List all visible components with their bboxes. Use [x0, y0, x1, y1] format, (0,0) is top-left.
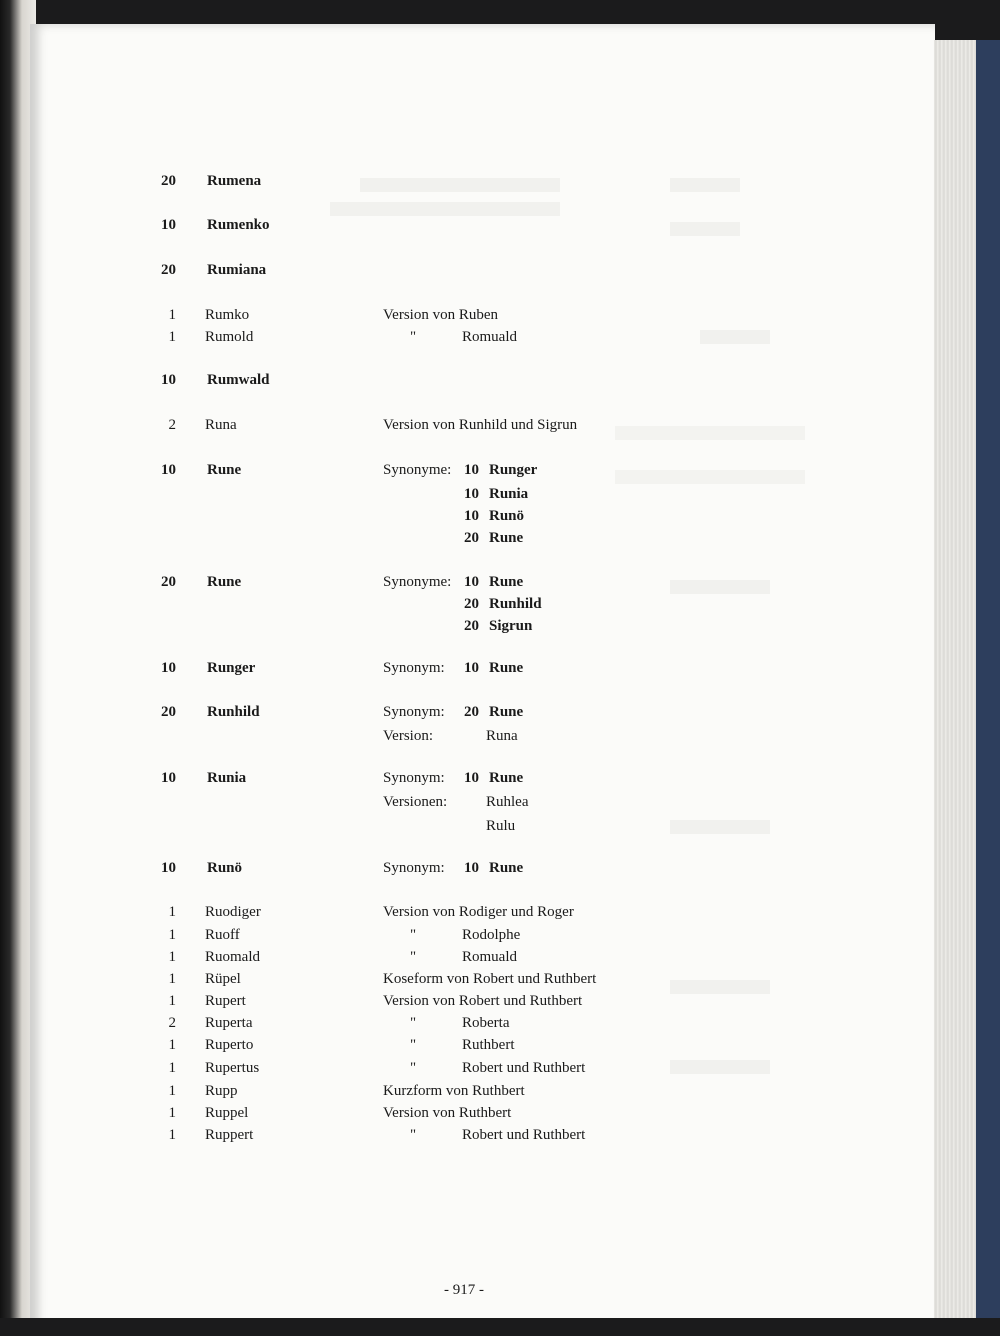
frequency-number: 1: [168, 1037, 176, 1053]
given-name: Runhild: [207, 704, 260, 720]
relation-label: Version:: [383, 728, 433, 744]
synonym-number: 20: [464, 618, 479, 634]
synonym-name: Rune: [489, 860, 524, 876]
entry-row: [0, 1127, 900, 1149]
entry-row: [0, 307, 900, 329]
entry-row: [0, 1015, 900, 1037]
frequency-number: 1: [168, 1083, 176, 1099]
entry-description: Robert und Ruthbert: [462, 1127, 586, 1143]
frequency-number: 10: [161, 462, 176, 478]
given-name: Rumiana: [207, 262, 267, 278]
relation-label: Versionen:: [383, 794, 448, 810]
given-name: Rune: [207, 574, 242, 590]
frequency-number: 2: [168, 417, 176, 433]
synonym-name: Runger: [489, 462, 538, 478]
entry-row: [0, 993, 900, 1015]
entry-row: [0, 704, 900, 726]
entry-row: [0, 770, 900, 792]
frequency-number: 1: [168, 904, 176, 920]
ditto-mark: ": [410, 1060, 417, 1076]
frequency-number: 1: [168, 1127, 176, 1143]
ditto-mark: ": [410, 1037, 417, 1053]
entry-row: [0, 728, 900, 750]
entry-description: Version von Runhild und Sigrun: [383, 417, 578, 433]
synonym-name: Runö: [489, 508, 525, 524]
entry-row: [0, 860, 900, 882]
entry-description: Robert und Ruthbert: [462, 1060, 586, 1076]
entry-row: [0, 818, 900, 840]
given-name: Rumenko: [207, 217, 270, 233]
given-name: Runö: [207, 860, 243, 876]
given-name: Ruomald: [205, 949, 260, 965]
frequency-number: 10: [161, 660, 176, 676]
entry-description: Romuald: [462, 949, 517, 965]
relation-label: Synonym:: [383, 860, 445, 876]
given-name: Rumwald: [207, 372, 270, 388]
frequency-number: 10: [161, 372, 176, 388]
entry-row: [0, 596, 900, 618]
frequency-number: 20: [161, 262, 176, 278]
synonym-name: Rune: [489, 704, 524, 720]
frequency-number: 1: [168, 927, 176, 943]
entry-row: [0, 971, 900, 993]
entry-row: [0, 1060, 900, 1082]
entry-row: [0, 1037, 900, 1059]
variant-name: Rulu: [486, 818, 516, 834]
given-name: Rumold: [205, 329, 254, 345]
given-name: Rupert: [205, 993, 246, 1009]
entry-row: [0, 618, 900, 640]
given-name: Rupp: [205, 1083, 238, 1099]
entry-row: [0, 462, 900, 484]
entry-description: Koseform von Robert und Ruthbert: [383, 971, 597, 987]
synonym-name: Rune: [489, 574, 524, 590]
frequency-number: 1: [168, 307, 176, 323]
entry-description: Ruthbert: [462, 1037, 515, 1053]
entry-row: [0, 660, 900, 682]
variant-name: Ruhlea: [486, 794, 529, 810]
entry-row: [0, 173, 900, 195]
synonym-number: 10: [464, 574, 479, 590]
page-edges: [934, 40, 976, 1318]
frequency-number: 2: [168, 1015, 176, 1031]
synonym-name: Sigrun: [489, 618, 533, 634]
given-name: Ruppel: [205, 1105, 249, 1121]
frequency-number: 20: [161, 574, 176, 590]
synonym-number: 10: [464, 508, 479, 524]
entry-description: Version von Rodiger und Roger: [383, 904, 574, 920]
frequency-number: 10: [161, 217, 176, 233]
entry-description: Version von Robert und Ruthbert: [383, 993, 583, 1009]
given-name: Ruperta: [205, 1015, 253, 1031]
synonym-name: Runhild: [489, 596, 542, 612]
entry-row: [0, 417, 900, 439]
ditto-mark: ": [410, 329, 417, 345]
given-name: Ruoff: [205, 927, 240, 943]
synonym-name: Rune: [489, 530, 524, 546]
synonym-name: Rune: [489, 660, 524, 676]
entry-row: [0, 904, 900, 926]
entry-row: [0, 217, 900, 239]
frequency-number: 1: [168, 329, 176, 345]
frequency-number: 1: [168, 971, 176, 987]
entry-description: Version von Ruthbert: [383, 1105, 512, 1121]
entry-row: [0, 1083, 900, 1105]
background: [0, 1318, 1000, 1336]
synonym-number: 20: [464, 596, 479, 612]
entry-row: [0, 508, 900, 530]
entry-description: Kurzform von Ruthbert: [383, 1083, 525, 1099]
given-name: Rumko: [205, 307, 250, 323]
ditto-mark: ": [410, 949, 417, 965]
frequency-number: 1: [168, 1105, 176, 1121]
entry-description: Roberta: [462, 1015, 510, 1031]
relation-label: Synonyme:: [383, 462, 452, 478]
show-through: [330, 202, 560, 216]
entry-row: [0, 329, 900, 351]
entry-row: [0, 927, 900, 949]
synonym-name: Runia: [489, 486, 529, 502]
given-name: Rüpel: [205, 971, 241, 987]
given-name: Rupertus: [205, 1060, 260, 1076]
entry-description: Rodolphe: [462, 927, 521, 943]
book-cover: [976, 40, 1000, 1320]
frequency-number: 1: [168, 993, 176, 1009]
synonym-number: 10: [464, 486, 479, 502]
frequency-number: 1: [168, 949, 176, 965]
frequency-number: 20: [161, 173, 176, 189]
synonym-number: 20: [464, 530, 479, 546]
synonym-number: 20: [464, 704, 479, 720]
page-number: - 917 -: [444, 1282, 484, 1298]
frequency-number: 10: [161, 770, 176, 786]
given-name: Ruppert: [205, 1127, 254, 1143]
given-name: Runa: [205, 417, 237, 433]
relation-label: Synonym:: [383, 704, 445, 720]
entry-row: [0, 372, 900, 394]
entry-row: [0, 574, 900, 596]
entry-description: Romuald: [462, 329, 517, 345]
given-name: Runger: [207, 660, 256, 676]
synonym-name: Rune: [489, 770, 524, 786]
ditto-mark: ": [410, 1015, 417, 1031]
entry-row: [0, 1105, 900, 1127]
entry-row: [0, 486, 900, 508]
given-name: Ruodiger: [205, 904, 261, 920]
variant-name: Runa: [486, 728, 518, 744]
relation-label: Synonyme:: [383, 574, 452, 590]
frequency-number: 1: [168, 1060, 176, 1076]
ditto-mark: ": [410, 927, 417, 943]
entry-row: [0, 794, 900, 816]
synonym-number: 10: [464, 660, 479, 676]
synonym-number: 10: [464, 462, 479, 478]
given-name: Rumena: [207, 173, 262, 189]
frequency-number: 10: [161, 860, 176, 876]
ditto-mark: ": [410, 1127, 417, 1143]
frequency-number: 20: [161, 704, 176, 720]
entry-row: [0, 262, 900, 284]
synonym-number: 10: [464, 860, 479, 876]
given-name: Ruperto: [205, 1037, 254, 1053]
relation-label: Synonym:: [383, 770, 445, 786]
synonym-number: 10: [464, 770, 479, 786]
entry-row: [0, 530, 900, 552]
entry-row: [0, 949, 900, 971]
given-name: Rune: [207, 462, 242, 478]
relation-label: Synonym:: [383, 660, 445, 676]
given-name: Runia: [207, 770, 247, 786]
entry-description: Version von Ruben: [383, 307, 498, 323]
